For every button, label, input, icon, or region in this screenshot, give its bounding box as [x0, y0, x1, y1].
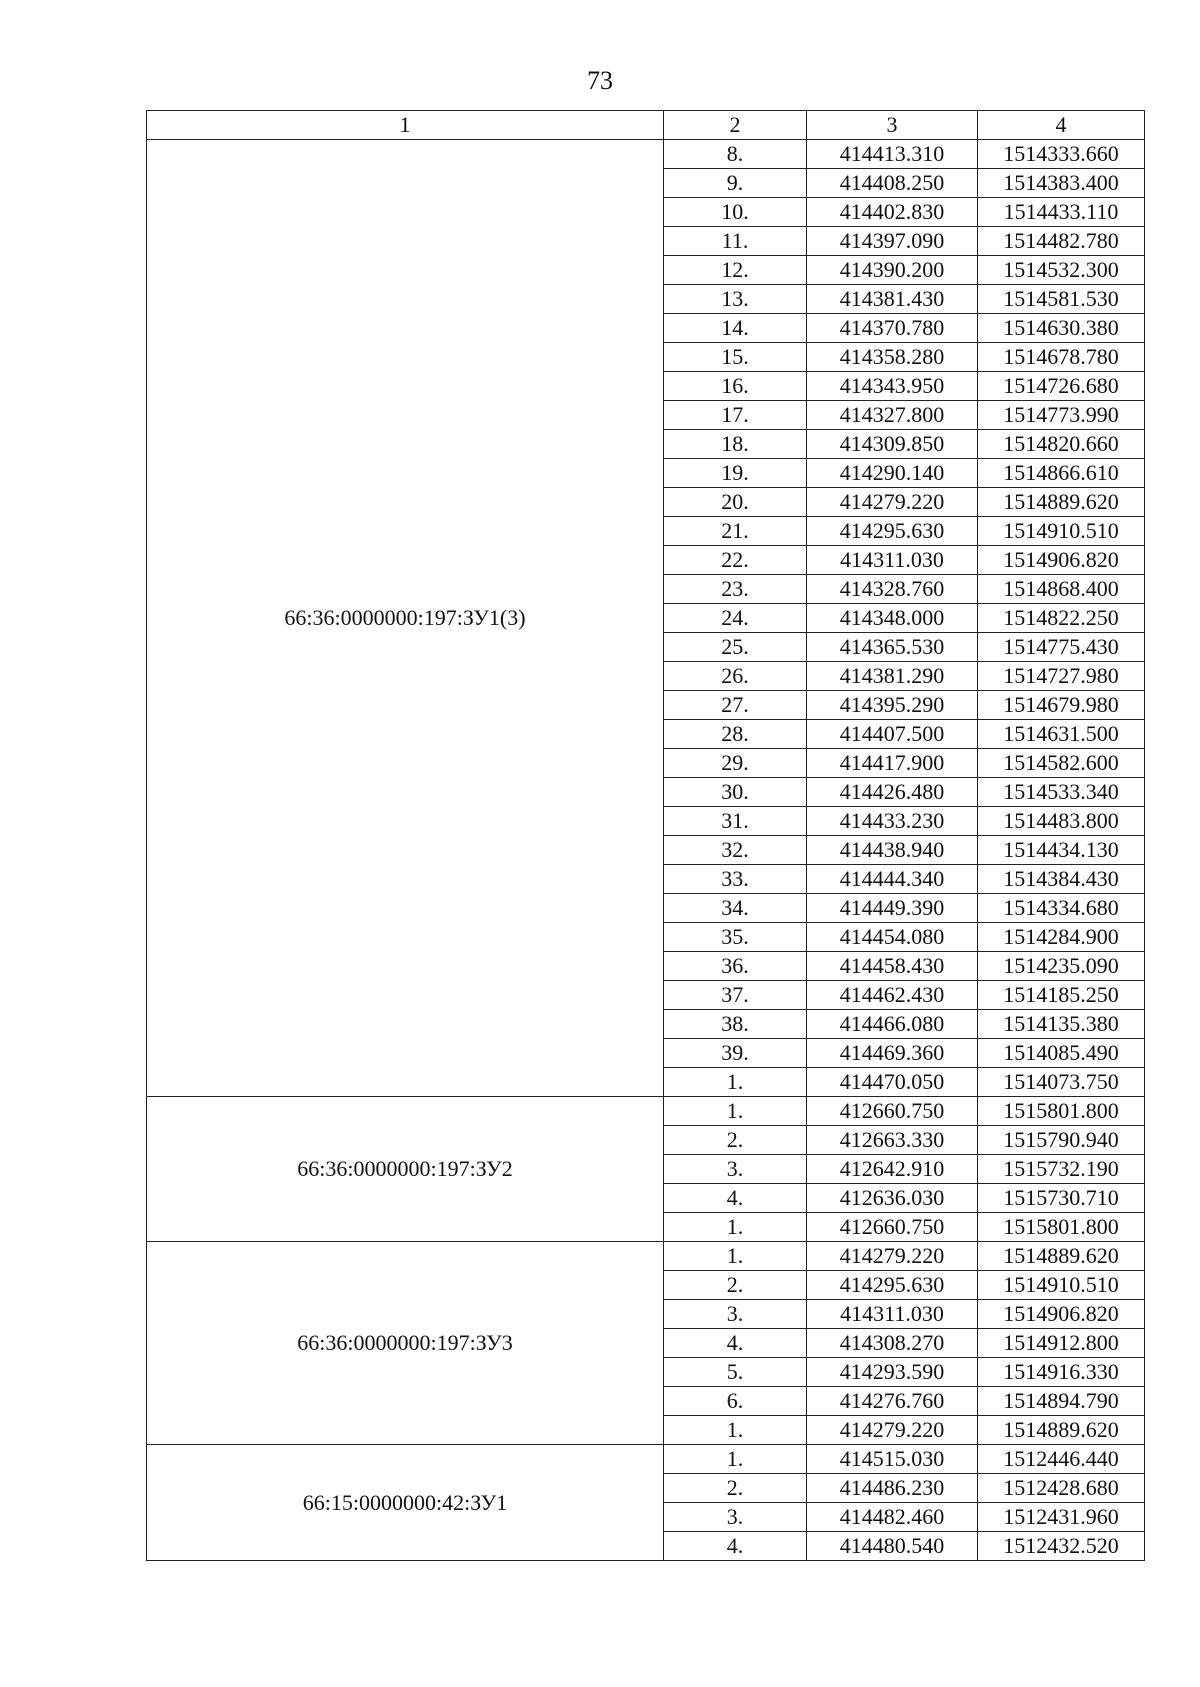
point-number-cell: 1. — [664, 1213, 807, 1242]
column-header-2: 2 — [664, 111, 807, 140]
x-coordinate-cell: 414290.140 — [807, 459, 978, 488]
x-coordinate-cell: 414365.530 — [807, 633, 978, 662]
point-number-cell: 21. — [664, 517, 807, 546]
y-coordinate-cell: 1514384.430 — [978, 865, 1145, 894]
point-number-cell: 4. — [664, 1184, 807, 1213]
y-coordinate-cell: 1514085.490 — [978, 1039, 1145, 1068]
y-coordinate-cell: 1514889.620 — [978, 1242, 1145, 1271]
y-coordinate-cell: 1515801.800 — [978, 1213, 1145, 1242]
x-coordinate-cell: 414408.250 — [807, 169, 978, 198]
y-coordinate-cell: 1512428.680 — [978, 1474, 1145, 1503]
y-coordinate-cell: 1514185.250 — [978, 981, 1145, 1010]
x-coordinate-cell: 414328.760 — [807, 575, 978, 604]
point-number-cell: 31. — [664, 807, 807, 836]
point-number-cell: 3. — [664, 1300, 807, 1329]
x-coordinate-cell: 412642.910 — [807, 1155, 978, 1184]
x-coordinate-cell: 414348.000 — [807, 604, 978, 633]
point-number-cell: 22. — [664, 546, 807, 575]
x-coordinate-cell: 414469.360 — [807, 1039, 978, 1068]
x-coordinate-cell: 414486.230 — [807, 1474, 978, 1503]
point-number-cell: 24. — [664, 604, 807, 633]
x-coordinate-cell: 412663.330 — [807, 1126, 978, 1155]
point-number-cell: 19. — [664, 459, 807, 488]
x-coordinate-cell: 414311.030 — [807, 546, 978, 575]
point-number-cell: 16. — [664, 372, 807, 401]
table-row — [147, 1242, 1145, 1271]
point-number-cell: 11. — [664, 227, 807, 256]
x-coordinate-cell: 414454.080 — [807, 923, 978, 952]
x-coordinate-cell: 414309.850 — [807, 430, 978, 459]
x-coordinate-cell: 414308.270 — [807, 1329, 978, 1358]
y-coordinate-cell: 1514889.620 — [978, 488, 1145, 517]
x-coordinate-cell: 414370.780 — [807, 314, 978, 343]
x-coordinate-cell: 414279.220 — [807, 1416, 978, 1445]
y-coordinate-cell: 1514482.780 — [978, 227, 1145, 256]
point-number-cell: 20. — [664, 488, 807, 517]
x-coordinate-cell: 414407.500 — [807, 720, 978, 749]
header-row — [147, 111, 1145, 140]
point-number-cell: 2. — [664, 1474, 807, 1503]
point-number-cell: 4. — [664, 1532, 807, 1561]
x-coordinate-cell: 414279.220 — [807, 1242, 978, 1271]
point-number-cell: 6. — [664, 1387, 807, 1416]
point-number-cell: 15. — [664, 343, 807, 372]
y-coordinate-cell: 1515730.710 — [978, 1184, 1145, 1213]
y-coordinate-cell: 1514912.800 — [978, 1329, 1145, 1358]
x-coordinate-cell: 412660.750 — [807, 1213, 978, 1242]
point-number-cell: 14. — [664, 314, 807, 343]
point-number-cell: 18. — [664, 430, 807, 459]
y-coordinate-cell: 1514135.380 — [978, 1010, 1145, 1039]
parcel-id-cell: 66:36:0000000:197:ЗУ1(3) — [147, 140, 664, 1097]
x-coordinate-cell: 414395.290 — [807, 691, 978, 720]
y-coordinate-cell: 1514726.680 — [978, 372, 1145, 401]
y-coordinate-cell: 1514433.110 — [978, 198, 1145, 227]
x-coordinate-cell: 414413.310 — [807, 140, 978, 169]
point-number-cell: 30. — [664, 778, 807, 807]
y-coordinate-cell: 1514434.130 — [978, 836, 1145, 865]
y-coordinate-cell: 1515790.940 — [978, 1126, 1145, 1155]
y-coordinate-cell: 1514533.340 — [978, 778, 1145, 807]
y-coordinate-cell: 1514866.610 — [978, 459, 1145, 488]
parcel-id-cell: 66:15:0000000:42:ЗУ1 — [147, 1445, 664, 1561]
x-coordinate-cell: 414402.830 — [807, 198, 978, 227]
table-body — [147, 140, 1145, 1561]
x-coordinate-cell: 414438.940 — [807, 836, 978, 865]
y-coordinate-cell: 1514235.090 — [978, 952, 1145, 981]
x-coordinate-cell: 414470.050 — [807, 1068, 978, 1097]
x-coordinate-cell: 414327.800 — [807, 401, 978, 430]
y-coordinate-cell: 1512432.520 — [978, 1532, 1145, 1561]
y-coordinate-cell: 1514727.980 — [978, 662, 1145, 691]
point-number-cell: 38. — [664, 1010, 807, 1039]
y-coordinate-cell: 1514679.980 — [978, 691, 1145, 720]
point-number-cell: 32. — [664, 836, 807, 865]
point-number-cell: 25. — [664, 633, 807, 662]
point-number-cell: 1. — [664, 1242, 807, 1271]
point-number-cell: 3. — [664, 1155, 807, 1184]
y-coordinate-cell: 1515801.800 — [978, 1097, 1145, 1126]
column-header-4: 4 — [978, 111, 1145, 140]
point-number-cell: 1. — [664, 1068, 807, 1097]
x-coordinate-cell: 414449.390 — [807, 894, 978, 923]
y-coordinate-cell: 1514073.750 — [978, 1068, 1145, 1097]
point-number-cell: 2. — [664, 1271, 807, 1300]
point-number-cell: 1. — [664, 1416, 807, 1445]
point-number-cell: 1. — [664, 1097, 807, 1126]
x-coordinate-cell: 414293.590 — [807, 1358, 978, 1387]
x-coordinate-cell: 414311.030 — [807, 1300, 978, 1329]
y-coordinate-cell: 1514894.790 — [978, 1387, 1145, 1416]
page-number: 73 — [587, 66, 613, 95]
point-number-cell: 2. — [664, 1126, 807, 1155]
x-coordinate-cell: 414397.090 — [807, 227, 978, 256]
y-coordinate-cell: 1514906.820 — [978, 1300, 1145, 1329]
coordinates-table — [146, 110, 1145, 1561]
y-coordinate-cell: 1514775.430 — [978, 633, 1145, 662]
y-coordinate-cell: 1515732.190 — [978, 1155, 1145, 1184]
x-coordinate-cell: 414343.950 — [807, 372, 978, 401]
y-coordinate-cell: 1514334.680 — [978, 894, 1145, 923]
y-coordinate-cell: 1514889.620 — [978, 1416, 1145, 1445]
x-coordinate-cell: 414276.760 — [807, 1387, 978, 1416]
point-number-cell: 33. — [664, 865, 807, 894]
x-coordinate-cell: 414515.030 — [807, 1445, 978, 1474]
point-number-cell: 5. — [664, 1358, 807, 1387]
x-coordinate-cell: 414458.430 — [807, 952, 978, 981]
x-coordinate-cell: 414295.630 — [807, 1271, 978, 1300]
x-coordinate-cell: 414462.430 — [807, 981, 978, 1010]
y-coordinate-cell: 1514333.660 — [978, 140, 1145, 169]
point-number-cell: 29. — [664, 749, 807, 778]
x-coordinate-cell: 414433.230 — [807, 807, 978, 836]
point-number-cell: 28. — [664, 720, 807, 749]
parcel-id-cell: 66:36:0000000:197:ЗУ3 — [147, 1242, 664, 1445]
point-number-cell: 26. — [664, 662, 807, 691]
y-coordinate-cell: 1514906.820 — [978, 546, 1145, 575]
point-number-cell: 39. — [664, 1039, 807, 1068]
y-coordinate-cell: 1512431.960 — [978, 1503, 1145, 1532]
column-header-1: 1 — [147, 111, 664, 140]
y-coordinate-cell: 1514868.400 — [978, 575, 1145, 604]
x-coordinate-cell: 414279.220 — [807, 488, 978, 517]
point-number-cell: 27. — [664, 691, 807, 720]
point-number-cell: 9. — [664, 169, 807, 198]
x-coordinate-cell: 414295.630 — [807, 517, 978, 546]
x-coordinate-cell: 414358.280 — [807, 343, 978, 372]
point-number-cell: 23. — [664, 575, 807, 604]
y-coordinate-cell: 1514773.990 — [978, 401, 1145, 430]
y-coordinate-cell: 1514581.530 — [978, 285, 1145, 314]
point-number-cell: 17. — [664, 401, 807, 430]
table-row — [147, 1445, 1145, 1474]
point-number-cell: 34. — [664, 894, 807, 923]
point-number-cell: 12. — [664, 256, 807, 285]
point-number-cell: 35. — [664, 923, 807, 952]
x-coordinate-cell: 412660.750 — [807, 1097, 978, 1126]
x-coordinate-cell: 414381.290 — [807, 662, 978, 691]
point-number-cell: 4. — [664, 1329, 807, 1358]
y-coordinate-cell: 1514582.600 — [978, 749, 1145, 778]
table-row — [147, 140, 1145, 169]
point-number-cell: 13. — [664, 285, 807, 314]
x-coordinate-cell: 414480.540 — [807, 1532, 978, 1561]
x-coordinate-cell: 414466.080 — [807, 1010, 978, 1039]
y-coordinate-cell: 1514532.300 — [978, 256, 1145, 285]
point-number-cell: 36. — [664, 952, 807, 981]
y-coordinate-cell: 1514910.510 — [978, 1271, 1145, 1300]
y-coordinate-cell: 1514284.900 — [978, 923, 1145, 952]
y-coordinate-cell: 1514916.330 — [978, 1358, 1145, 1387]
x-coordinate-cell: 414417.900 — [807, 749, 978, 778]
table-row — [147, 1097, 1145, 1126]
point-number-cell: 8. — [664, 140, 807, 169]
point-number-cell: 3. — [664, 1503, 807, 1532]
y-coordinate-cell: 1514678.780 — [978, 343, 1145, 372]
point-number-cell: 10. — [664, 198, 807, 227]
parcel-id-cell: 66:36:0000000:197:ЗУ2 — [147, 1097, 664, 1242]
column-header-3: 3 — [807, 111, 978, 140]
y-coordinate-cell: 1514910.510 — [978, 517, 1145, 546]
y-coordinate-cell: 1514483.800 — [978, 807, 1145, 836]
point-number-cell: 1. — [664, 1445, 807, 1474]
y-coordinate-cell: 1514383.400 — [978, 169, 1145, 198]
x-coordinate-cell: 414390.200 — [807, 256, 978, 285]
y-coordinate-cell: 1512446.440 — [978, 1445, 1145, 1474]
x-coordinate-cell: 412636.030 — [807, 1184, 978, 1213]
x-coordinate-cell: 414381.430 — [807, 285, 978, 314]
x-coordinate-cell: 414426.480 — [807, 778, 978, 807]
x-coordinate-cell: 414444.340 — [807, 865, 978, 894]
x-coordinate-cell: 414482.460 — [807, 1503, 978, 1532]
y-coordinate-cell: 1514820.660 — [978, 430, 1145, 459]
y-coordinate-cell: 1514631.500 — [978, 720, 1145, 749]
y-coordinate-cell: 1514822.250 — [978, 604, 1145, 633]
point-number-cell: 37. — [664, 981, 807, 1010]
y-coordinate-cell: 1514630.380 — [978, 314, 1145, 343]
